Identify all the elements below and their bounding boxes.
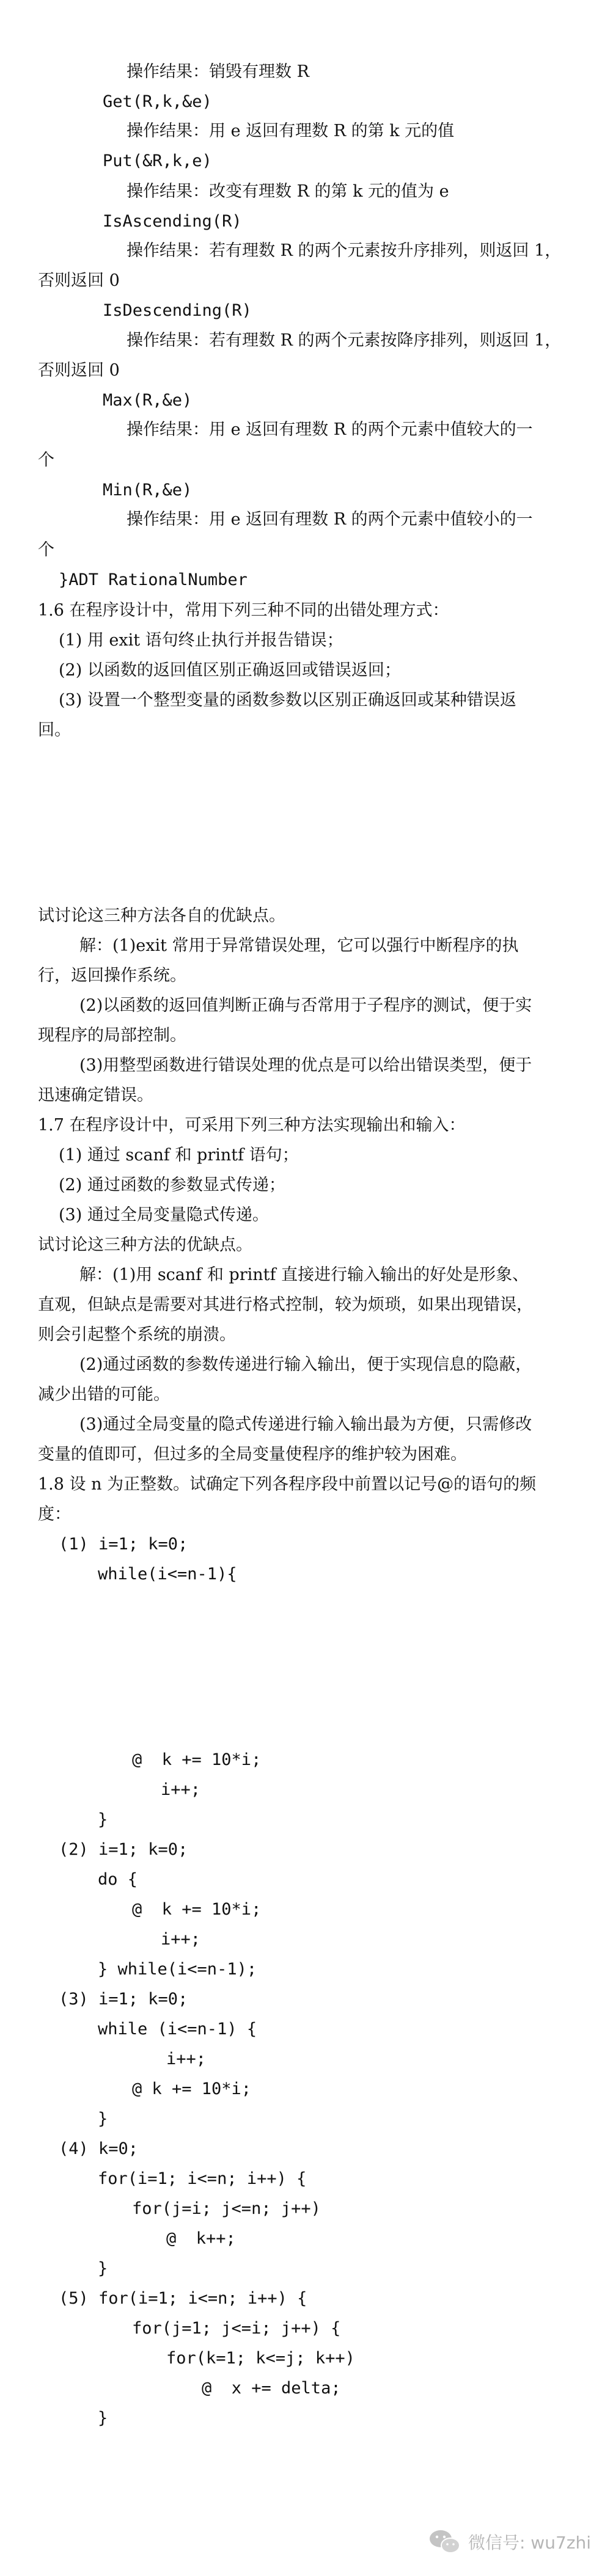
text-line: @ k++; bbox=[166, 2229, 236, 2248]
text-line: (3) i=1; k=0; bbox=[59, 1990, 188, 2009]
text-line: 则会引起整个系统的崩溃。 bbox=[38, 1325, 236, 1344]
text-line: i++; bbox=[161, 1930, 201, 1949]
text-line: 解：(1)用 scanf 和 printf 直接进行输入输出的好处是形象、 bbox=[79, 1265, 529, 1284]
text-line: } bbox=[98, 2109, 108, 2128]
text-line: } bbox=[98, 2259, 108, 2278]
text-line: 试讨论这三种方法的优缺点。 bbox=[38, 1235, 252, 1254]
text-line: 操作结果：若有理数 R 的两个元素按升序排列，则返回 1， bbox=[127, 241, 562, 260]
text-line: for(i=1; i<=n; i++) { bbox=[98, 2169, 307, 2188]
text-line: 1.8 设 n 为正整数。试确定下列各程序段中前置以记号@的语句的频 bbox=[38, 1475, 537, 1494]
text-line: Put(&R,k,e) bbox=[103, 151, 212, 170]
text-line: 操作结果：用 e 返回有理数 R 的两个元素中值较小的一 bbox=[127, 510, 533, 529]
wechat-icon bbox=[428, 2528, 462, 2556]
watermark bbox=[428, 2523, 591, 2560]
text-line: 1.7 在程序设计中，可采用下列三种方法实现输出和输入： bbox=[38, 1116, 466, 1135]
text-line: IsAscending(R) bbox=[103, 212, 242, 231]
text-line: IsDescending(R) bbox=[103, 301, 252, 320]
text-line: 度： bbox=[38, 1505, 71, 1524]
text-line: (1) i=1; k=0; bbox=[59, 1535, 188, 1554]
text-line: 否则返回 0 bbox=[38, 361, 120, 380]
text-line: i++; bbox=[166, 2050, 207, 2068]
text-line: 变量的值即可，但过多的全局变量使程序的维护较为困难。 bbox=[38, 1445, 467, 1464]
text-line: (3)用整型函数进行错误处理的优点是可以给出错误类型，便于 bbox=[79, 1056, 532, 1075]
text-line: (2) 通过函数的参数显式传递； bbox=[59, 1176, 285, 1195]
text-line: Get(R,k,&e) bbox=[103, 92, 212, 111]
text-line: @ k += 10*i; bbox=[132, 1900, 262, 1919]
text-line: 操作结果：改变有理数 R 的第 k 元的值为 e bbox=[127, 182, 449, 201]
text-line: 直观，但缺点是需要对其进行格式控制，较为烦琐，如果出现错误， bbox=[38, 1295, 533, 1314]
text-line: 1.6 在程序设计中，常用下列三种不同的出错处理方式： bbox=[38, 601, 449, 620]
text-line: 现程序的局部控制。 bbox=[38, 1026, 186, 1045]
text-line: (2) i=1; k=0; bbox=[59, 1840, 188, 1859]
watermark-text: 微信号: wu7zhi bbox=[468, 2533, 591, 2553]
text-line: @ k += 10*i; bbox=[132, 2079, 252, 2098]
text-line: while(i<=n-1){ bbox=[98, 1565, 237, 1584]
text-line: @ k += 10*i; bbox=[132, 1750, 262, 1769]
text-line: (2)通过函数的参数传递进行输入输出，便于实现信息的隐蔽， bbox=[79, 1355, 532, 1374]
text-line: (3)通过全局变量的隐式传递进行输入输出最为方便，只需修改 bbox=[79, 1415, 532, 1434]
text-line: for(j=1; j<=i; j++) { bbox=[132, 2319, 341, 2338]
text-line: 行，返回操作系统。 bbox=[38, 966, 186, 985]
text-line: (1) 通过 scanf 和 printf 语句； bbox=[59, 1146, 299, 1165]
text-line: Min(R,&e) bbox=[103, 481, 193, 500]
text-line: (3) 通过全局变量隐式传递。 bbox=[59, 1206, 269, 1224]
text-line: i++; bbox=[161, 1780, 201, 1799]
text-line: (5) for(i=1; i<=n; i++) { bbox=[59, 2289, 307, 2308]
text-line: for(j=i; j<=n; j++) bbox=[132, 2199, 321, 2218]
text-line: 迅速确定错误。 bbox=[38, 1086, 153, 1105]
text-line: 个 bbox=[38, 540, 54, 559]
text-line: (4) k=0; bbox=[59, 2139, 139, 2158]
text-line: for(k=1; k<=j; k++) bbox=[166, 2349, 355, 2368]
text-line: 回。 bbox=[38, 721, 71, 740]
text-line: Max(R,&e) bbox=[103, 391, 193, 410]
text-line: } while(i<=n-1); bbox=[98, 1960, 257, 1979]
text-line: 否则返回 0 bbox=[38, 271, 120, 290]
text-line: } bbox=[98, 1810, 108, 1829]
text-line: 个 bbox=[38, 451, 54, 470]
text-line: (2)以函数的返回值判断正确与否常用于子程序的测试，便于实 bbox=[79, 996, 532, 1015]
text-line: 操作结果：用 e 返回有理数 R 的第 k 元的值 bbox=[127, 122, 455, 140]
text-line: 减少出错的可能。 bbox=[38, 1385, 170, 1404]
text-line: 操作结果：用 e 返回有理数 R 的两个元素中值较大的一 bbox=[127, 420, 533, 439]
text-line: do { bbox=[98, 1870, 138, 1889]
text-line: @ x += delta; bbox=[202, 2379, 341, 2398]
text-line: (3) 设置一个整型变量的函数参数以区别正确返回或某种错误返 bbox=[59, 691, 516, 710]
text-line: }ADT RationalNumber bbox=[59, 570, 248, 589]
text-line: } bbox=[98, 2409, 108, 2428]
text-line: (2) 以函数的返回值区别正确返回或错误返回； bbox=[59, 661, 401, 680]
text-line: 解：(1)exit 常用于异常错误处理，它可以强行中断程序的执 bbox=[79, 936, 519, 955]
text-line: (1) 用 exit 语句终止执行并报告错误； bbox=[59, 631, 343, 650]
text-line: 操作结果：销毁有理数 R bbox=[127, 62, 309, 81]
text-line: 操作结果：若有理数 R 的两个元素按降序排列，则返回 1， bbox=[127, 331, 562, 350]
text-line: 试讨论这三种方法各自的优缺点。 bbox=[38, 906, 285, 925]
text-line: while (i<=n-1) { bbox=[98, 2020, 257, 2039]
